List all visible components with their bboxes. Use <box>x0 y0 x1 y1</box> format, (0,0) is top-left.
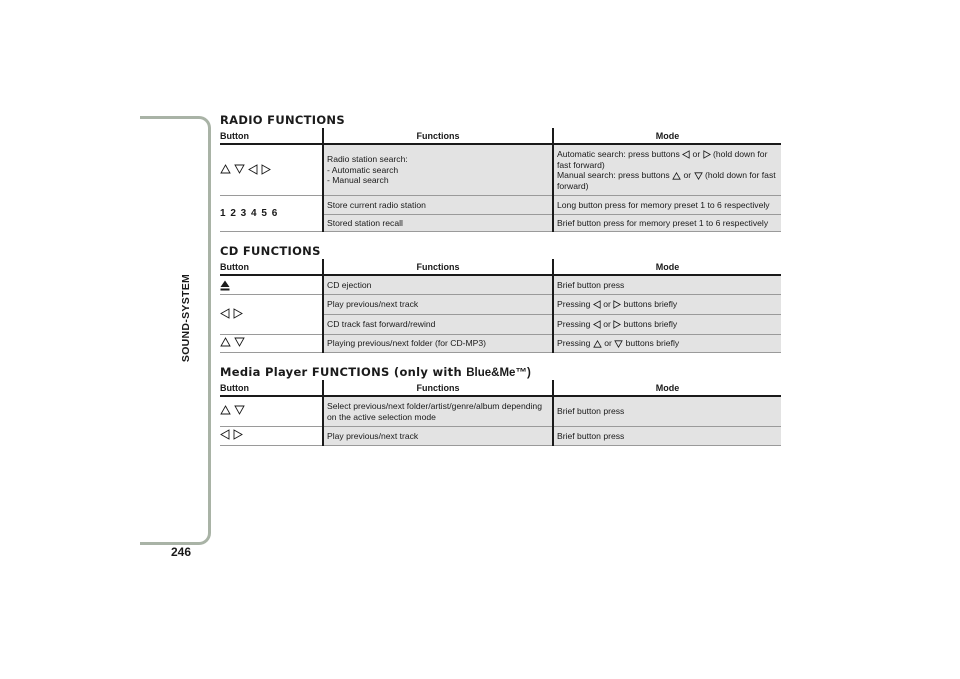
cd-functions-table <box>220 259 781 353</box>
table-row <box>220 196 781 215</box>
mode-text: buttons briefly <box>623 319 678 330</box>
mode-text: (hold down for fast forward) <box>557 170 776 191</box>
button-cell <box>220 396 323 427</box>
triangle-up-icon <box>220 164 231 174</box>
mode-text: (hold down for fast forward) <box>557 149 768 170</box>
triangle-left-icon <box>593 320 601 329</box>
triangle-down-icon <box>694 172 703 180</box>
function-cell: CD track fast forward/rewind <box>323 315 553 335</box>
table-header <box>220 259 781 275</box>
mode-text: Pressing <box>557 319 591 330</box>
mode-cell <box>553 335 781 353</box>
table-row <box>220 396 781 427</box>
side-bracket <box>140 116 211 545</box>
function-cell: Stored station recall <box>323 215 553 232</box>
function-cell: Playing previous/next folder (for CD-MP3) <box>323 335 553 353</box>
triangle-left-icon <box>220 308 230 319</box>
mode-cell <box>553 144 781 196</box>
button-cell <box>220 427 323 446</box>
table-row <box>220 335 781 353</box>
button-cell <box>220 275 323 295</box>
preset-buttons: 1 2 3 4 5 6 <box>220 207 279 219</box>
header-mode: Mode <box>553 128 781 144</box>
mode-cell <box>553 295 781 315</box>
title-bold: Media Player FUNCTIONS (only with <box>220 365 462 379</box>
triangle-up-icon <box>220 405 231 415</box>
button-cell <box>220 144 323 196</box>
function-text: - Automatic search <box>327 164 399 175</box>
media-player-functions-title <box>220 365 781 380</box>
media-player-functions-table <box>220 380 781 446</box>
header-functions: Functions <box>323 128 553 144</box>
triangle-right-icon <box>261 164 271 175</box>
function-cell: Play previous/next track <box>323 427 553 446</box>
triangle-left-icon <box>682 150 690 159</box>
button-cell <box>220 335 323 353</box>
function-cell: CD ejection <box>323 275 553 295</box>
triangle-up-icon <box>593 340 602 348</box>
page-content <box>220 113 781 446</box>
mode-text: or <box>683 170 692 180</box>
mode-text: or <box>604 338 612 349</box>
triangle-down-icon <box>234 405 245 415</box>
triangle-up-icon <box>672 172 681 180</box>
button-cell <box>220 196 323 232</box>
mode-text: buttons briefly <box>623 299 678 310</box>
triangle-left-icon <box>248 164 258 175</box>
table-row <box>220 295 781 315</box>
function-text: - Manual search <box>327 175 389 186</box>
header-button: Button <box>220 128 323 144</box>
mode-cell: Brief button press <box>553 275 781 295</box>
radio-functions-table <box>220 128 781 232</box>
triangle-down-icon <box>614 340 623 348</box>
triangle-right-icon <box>613 300 621 309</box>
triangle-right-icon <box>703 150 711 159</box>
mode-text: or <box>692 149 701 159</box>
function-cell <box>323 144 553 196</box>
triangle-right-icon <box>233 308 243 319</box>
table-row <box>220 427 781 446</box>
function-cell: Play previous/next track <box>323 295 553 315</box>
mode-text: Pressing <box>557 299 591 310</box>
header-functions: Functions <box>323 259 553 275</box>
cd-functions-title: CD FUNCTIONS <box>220 244 321 258</box>
triangle-left-icon <box>220 429 230 440</box>
mode-cell <box>553 315 781 335</box>
function-cell: Select previous/next folder/artist/genre/album depending on the active selection mode <box>323 396 553 427</box>
triangle-left-icon <box>593 300 601 309</box>
triangle-up-icon <box>220 337 231 347</box>
triangle-down-icon <box>234 337 245 347</box>
function-text: Radio station search: <box>327 154 408 165</box>
eject-icon <box>220 280 230 291</box>
mode-text: buttons briefly <box>625 338 680 349</box>
mode-cell: Brief button press <box>553 427 781 446</box>
mode-text: or <box>603 299 611 310</box>
triangle-right-icon <box>233 429 243 440</box>
header-mode: Mode <box>553 380 781 396</box>
header-button: Button <box>220 259 323 275</box>
button-cell <box>220 295 323 335</box>
table-header <box>220 128 781 144</box>
triangle-right-icon <box>613 320 621 329</box>
mode-cell: Brief button press <box>553 396 781 427</box>
section-side-label: SOUND-SYSTEM <box>180 273 192 363</box>
table-row <box>220 144 781 196</box>
function-cell: Store current radio station <box>323 196 553 215</box>
mode-cell: Long button press for memory preset 1 to 6 respectively <box>553 196 781 215</box>
mode-text: or <box>603 319 611 330</box>
header-button: Button <box>220 380 323 396</box>
header-mode: Mode <box>553 259 781 275</box>
triangle-down-icon <box>234 164 245 174</box>
mode-text: Manual search: press buttons <box>557 170 670 180</box>
mode-text: Pressing <box>557 338 591 349</box>
table-header <box>220 380 781 396</box>
page-number: 246 <box>171 545 192 559</box>
title-plain: Blue&Me™) <box>466 367 531 379</box>
header-functions: Functions <box>323 380 553 396</box>
table-row <box>220 275 781 295</box>
mode-text: Automatic search: press buttons <box>557 149 680 159</box>
radio-functions-title: RADIO FUNCTIONS <box>220 113 345 127</box>
mode-cell: Brief button press for memory preset 1 to 6 respectively <box>553 215 781 232</box>
